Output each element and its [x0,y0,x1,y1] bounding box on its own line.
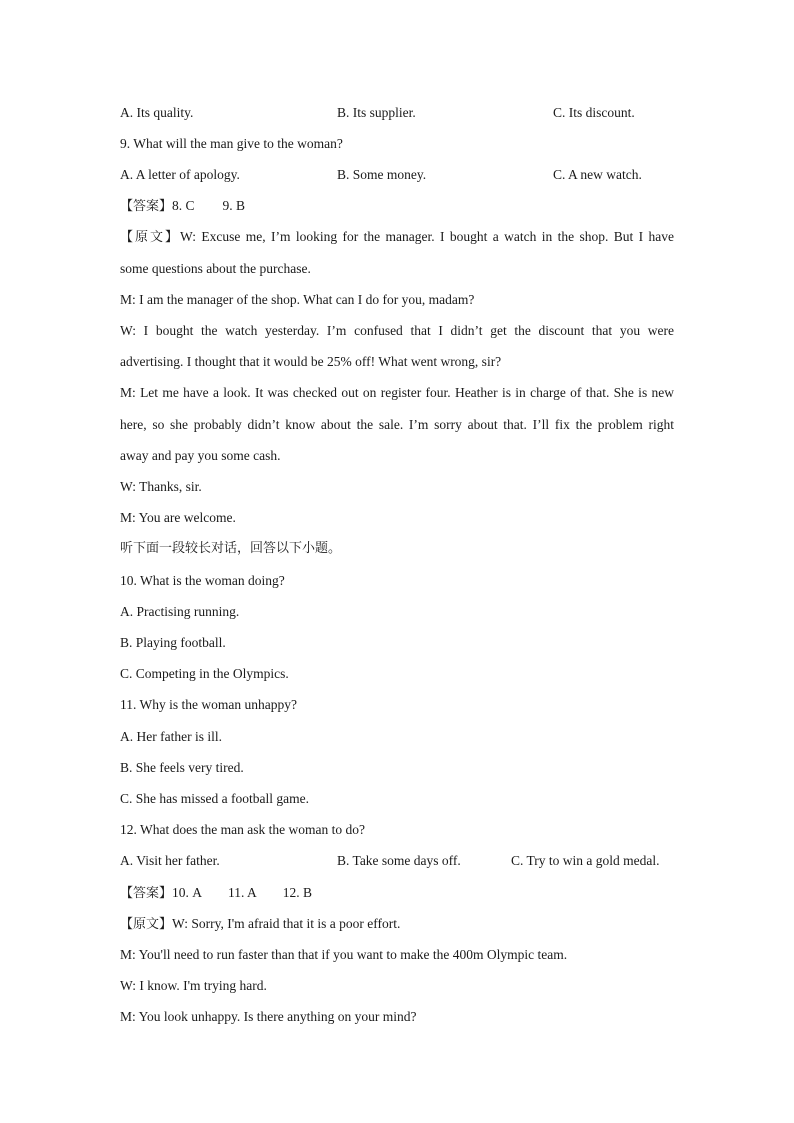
transcript-1-line-9: W: Thanks, sir. [120,479,202,494]
transcript-1-line-2: some questions about the purchase. [120,261,311,276]
answer-10: 10. A [172,885,203,900]
transcript-1-line-3: M: I am the manager of the shop. What can I do for you, madam? [120,292,475,307]
q12-option-b: B. Take some days off. [337,853,461,868]
q11-option-c: C. She has missed a football game. [120,791,309,806]
q10-option-a: A. Practising running. [120,604,240,619]
transcript-1-line-10: M: You are welcome. [120,510,236,525]
answer-label: 【答案】 [120,886,173,901]
section-instruction: 听下面一段较长对话，回答以下小题。 [120,541,342,556]
q8-option-c: C. Its discount. [553,105,635,120]
transcript-1-line-5: advertising. I thought that it would be 25% off! What went wrong, sir? [120,354,502,369]
transcript-2-line-1: 【原文】W: Sorry, I'm afraid that it is a poor effort. [120,916,401,932]
q11-question: 11. Why is the woman unhappy? [120,697,297,712]
q10-option-c: C. Competing in the Olympics. [120,666,289,681]
transcript-label: 【原文】 [120,917,173,932]
transcript-label: 【原文】 [120,230,181,245]
answer-11: 11. A [228,885,257,900]
q11-option-b: B. She feels very tired. [120,760,244,775]
transcript-2-line-3: W: I know. I'm trying hard. [120,978,267,993]
q12-option-a: A. Visit her father. [120,853,220,868]
transcript-2-line-4: M: You look unhappy. Is there anything on your mind? [120,1009,417,1024]
q9-option-b: B. Some money. [337,167,427,182]
answer-block-1 [120,197,674,216]
answer-9: 9. B [222,198,246,213]
q10-option-b: B. Playing football. [120,635,226,650]
q9-question: 9. What will the man give to the woman? [120,136,343,151]
q8-option-a: A. Its quality. [120,105,194,120]
q12-option-c: C. Try to win a gold medal. [511,853,660,868]
q12-question: 12. What does the man ask the woman to do? [120,822,365,837]
transcript-1-line-1: 【原文】W: Excuse me, I’m looking for the manager. I bought a watch in the shop. But I have [120,229,674,245]
q9-option-a: A. A letter of apology. [120,167,240,182]
transcript-1-line-8: away and pay you some cash. [120,448,281,463]
answer-8: 8. C [172,198,195,213]
transcript-2-line-2: M: You'll need to run faster than that if you want to make the 400m Olympic team. [120,947,568,962]
transcript-1-line-7: here, so she probably didn’t know about the sale. I’m sorry about that. I’ll fix the problem right [120,417,674,432]
transcript-1-line-6: M: Let me have a look. It was checked out on register four. Heather is in charge of that. She is new [120,385,674,400]
q9-option-c: C. A new watch. [553,167,642,182]
transcript-1-line-4: W: I bought the watch yesterday. I’m confused that I didn’t get the discount that you were [120,323,674,338]
q8-option-b: B. Its supplier. [337,105,416,120]
answer-block-2 [120,884,674,903]
answer-12: 12. B [282,885,313,900]
answer-label: 【答案】 [120,199,173,214]
q11-option-a: A. Her father is ill. [120,729,222,744]
q10-question: 10. What is the woman doing? [120,573,285,588]
